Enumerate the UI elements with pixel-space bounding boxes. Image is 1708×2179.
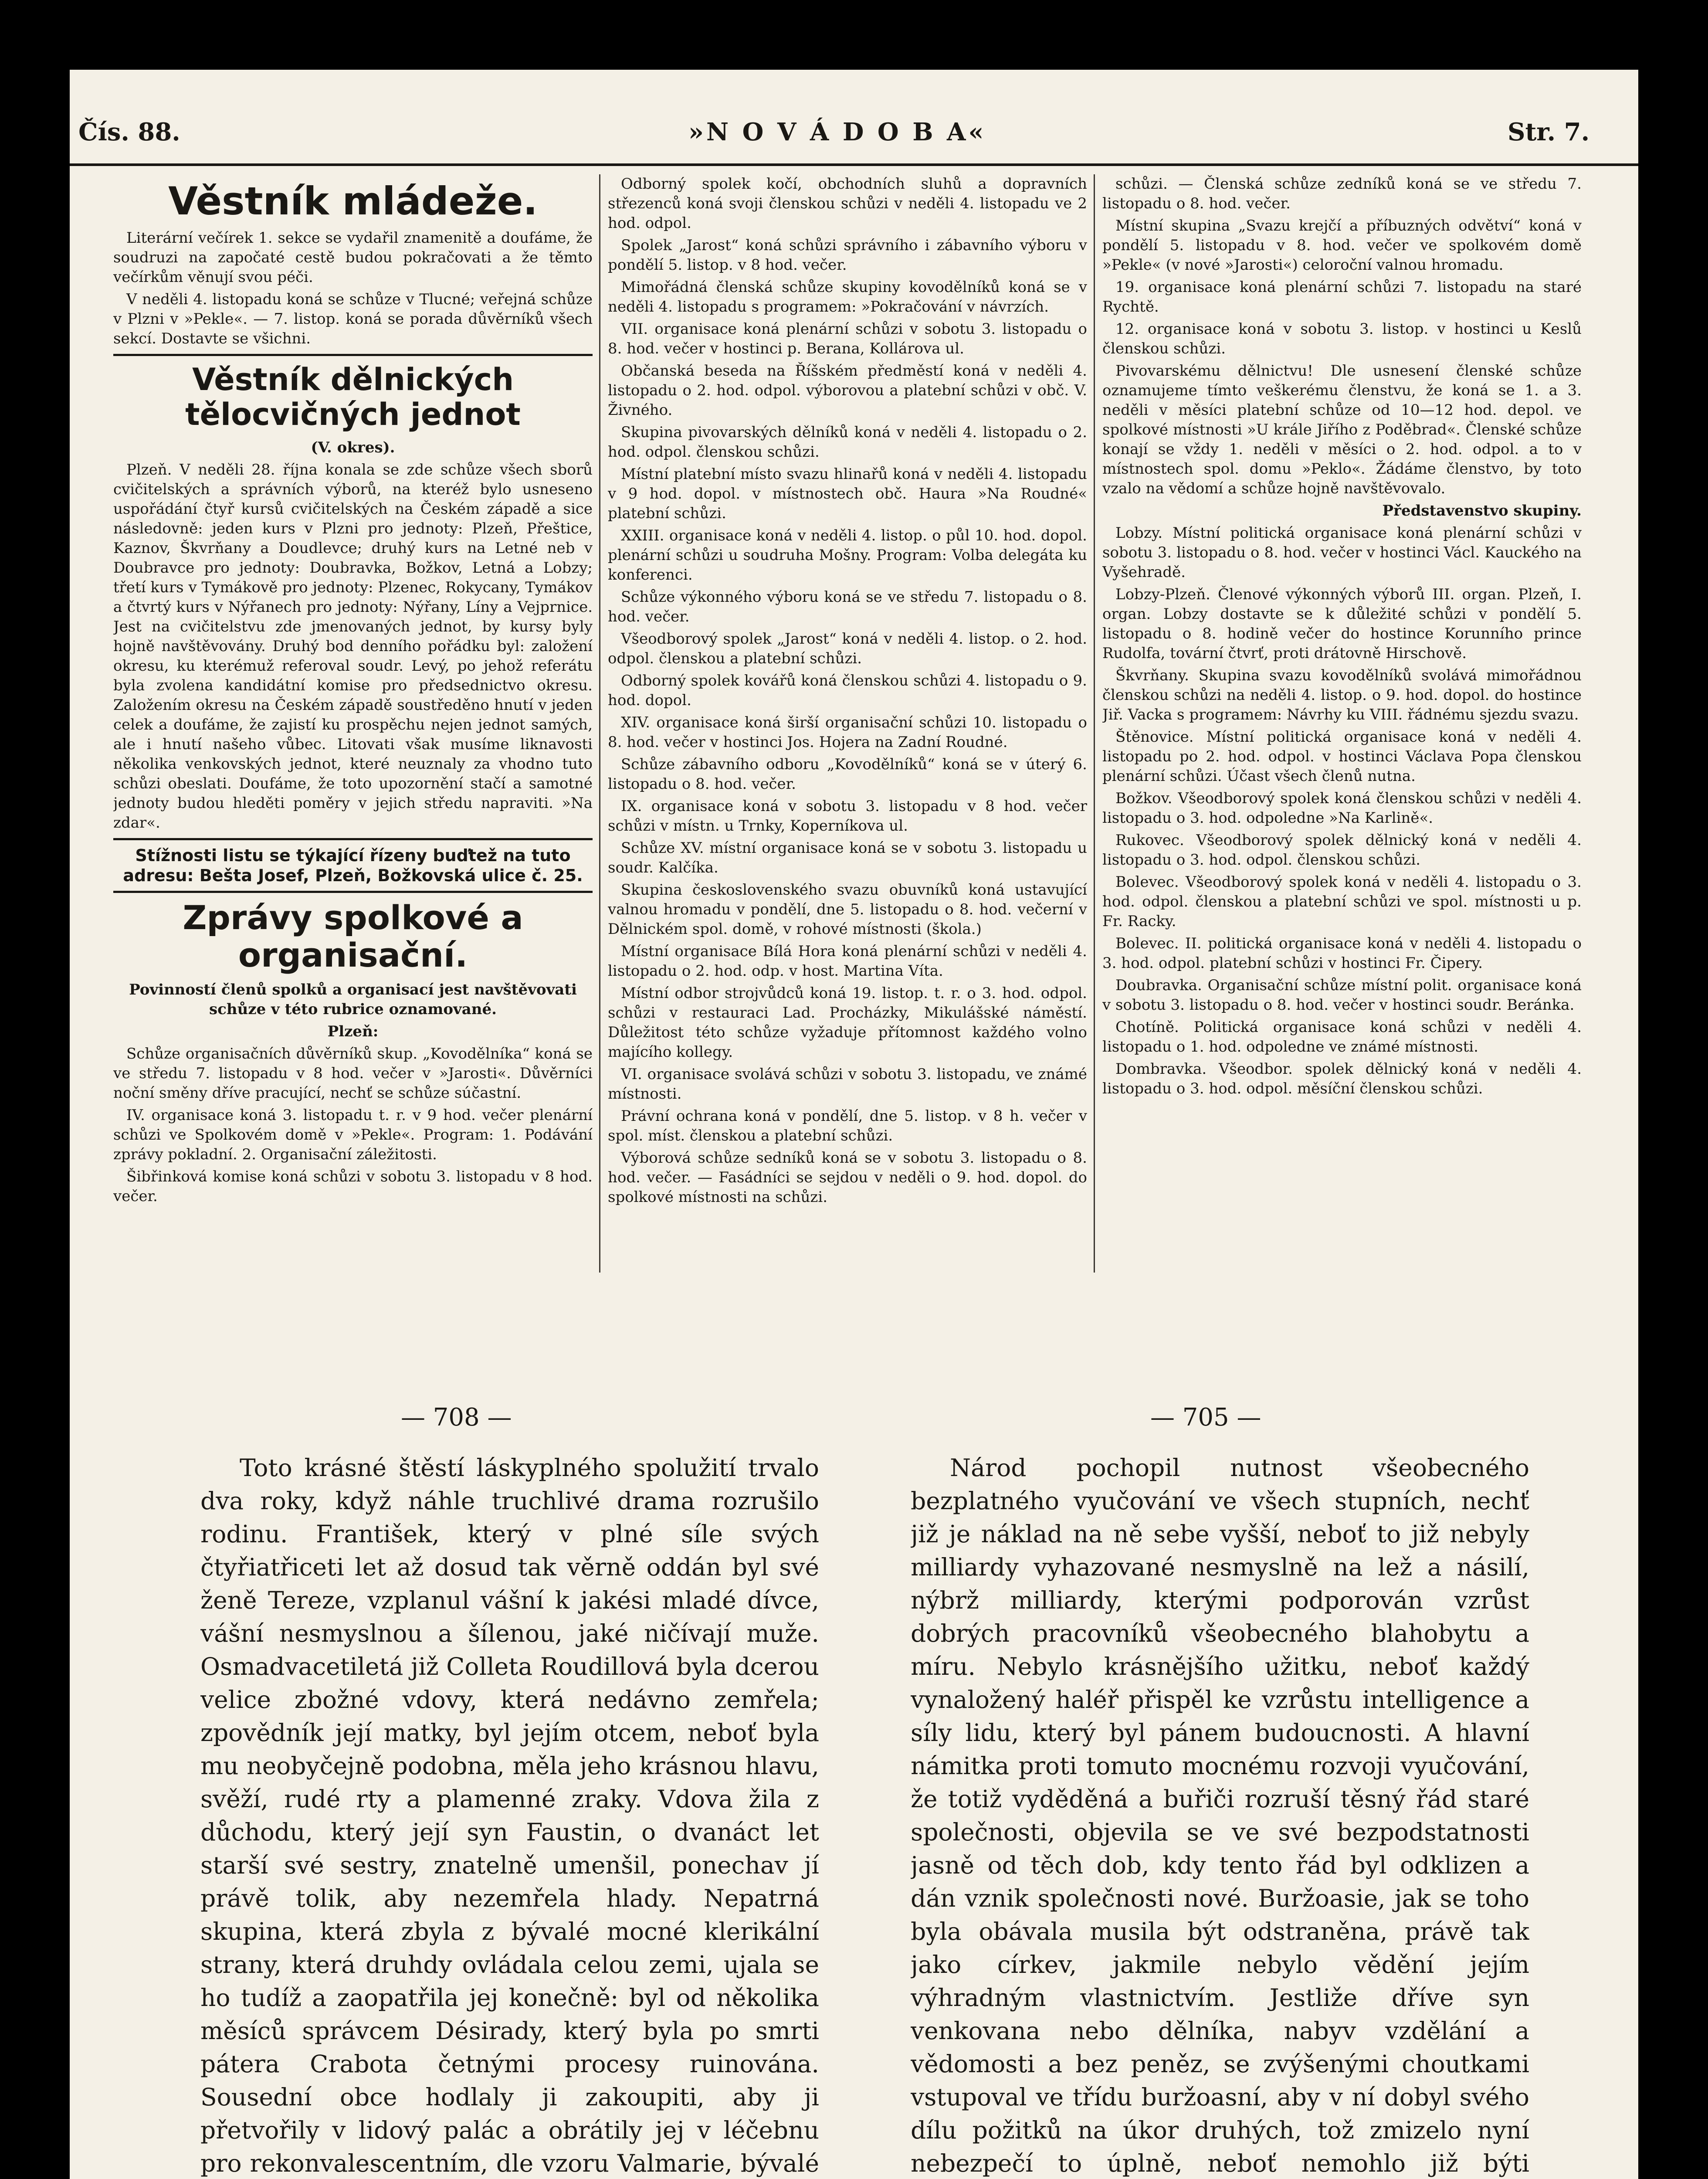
paragraph: XXIII. organisace koná v neděli 4. listop. o půl 10. hod. dopol. plenární schůzi u soudruha Mošny. Program: Volba delegáta ku konferenci. bbox=[608, 527, 1087, 584]
novel-left bbox=[200, 1451, 819, 2179]
column-divider bbox=[599, 174, 600, 1273]
paragraph: Schůze organisačních důvěrníků skup. „Kovodělníka“ koná se ve středu 7. listopadu v 8 hod. večer v »Jarosti«. Důvěrníci noční směny dříve pracující, nechť se schůze súčastní. bbox=[113, 1045, 593, 1102]
paragraph: Právní ochrana koná v pondělí, dne 5. listop. v 8 h. večer v spol. míst. členskou a platební schůzi. bbox=[608, 1107, 1087, 1144]
paragraph: Místní organisace Bílá Hora koná plenární schůzi v neděli 4. listopadu o 2. hod. odp. v host. Martina Víta. bbox=[608, 943, 1087, 980]
paragraph: Pivovarskému dělnictvu! Dle usnesení členské schůze oznamujeme tímto veškerému členstvu, že koná se 1. a 3. neděli v měsíci platební schůze od 10—12 hod. depol. ve spolkové místnosti »U krále Jiřího z Poděbrad«. Členské schůze konají se vždy 1. neděli v měsíci o 2. hod. odpol. a to v místnostech spol. domu »Peklo«. Žádáme členstvo, by toto vzalo na vědomí a schůze hojně navštěvovalo. bbox=[1102, 362, 1582, 497]
issue-number: Čís. 88. bbox=[78, 118, 180, 146]
paragraph: IV. organisace koná 3. listopadu t. r. v 9 hod. večer plenární schůzi ve Spolkovém domě v »Pekle«. Program: 1. Podávání zprávy pokladní. 2. Organisační záležitosti. bbox=[113, 1106, 593, 1163]
page-number-top: Str. 7. bbox=[1508, 118, 1590, 146]
column-3 bbox=[1102, 174, 1582, 1325]
page-header bbox=[70, 70, 1638, 166]
notice-box: Stížnosti listu se týkající řízeny buďtež na tuto adresu: Bešta Josef, Plzeň, Božkovská ulice č. 25. bbox=[123, 846, 583, 885]
paragraph: Lobzy-Plzeň. Členové výkonných výborů III. organ. Plzeň, I. organ. Lobzy dostavte se k důležité schůzi v pondělí 5. listopadu o 8. hodině večer do hostince Korunního prince Rudolfa, tovární čtvrť, proti drátovně Hirschově. bbox=[1102, 586, 1582, 662]
paragraph: Povinností členů spolků a organisací jest navštěvovati schůze v této rubrice oznamované. bbox=[129, 981, 577, 1018]
divider bbox=[113, 838, 593, 840]
paragraph: Místní odbor strojvůdců koná 19. listop. t. r. o 3. hod. odpol. schůzi v restauraci Lad. Procházky, Mikulášské náměstí. Důležitost této schůze vyžaduje přítomnost každého volno majícího kollegy. bbox=[608, 984, 1087, 1061]
paragraph: schůzi. — Členská schůze zedníků koná se ve středu 7. listopadu o 8. hod. večer. bbox=[1102, 175, 1582, 212]
divider bbox=[113, 891, 593, 893]
paragraph: Doubravka. Organisační schůze místní polit. organisace koná v sobotu 3. listopadu o 8. hod. večer v hostinci soudr. Beránka. bbox=[1102, 977, 1582, 1014]
paragraph: Lobzy. Místní politická organisace koná plenární schůzi v sobotu 3. listopadu o 8. hod. večer v hostinci Václ. Kauckého na Vyšehradě. bbox=[1102, 524, 1582, 581]
paragraph: Všeodborový spolek „Jarost“ koná v neděli 4. listop. o 2. hod. odpol. členskou a platební schůzi. bbox=[608, 630, 1087, 667]
paragraph: Dombravka. Všeodbor. spolek dělnický koná v neděli 4. listopadu o 3. hod. odpol. měsíční členskou schůzi. bbox=[1102, 1060, 1582, 1097]
paragraph: Místní platební místo svazu hlinařů koná v neděli 4. listopadu v 9 hod. dopol. v místnostech obč. Haura »Na Roudné« platební schůzi. bbox=[608, 465, 1087, 522]
paragraph: Skupina pivovarských dělníků koná v neděli 4. listopadu o 2. hod. odpol. členskou schůzi. bbox=[608, 424, 1087, 461]
paragraph: Literární večírek 1. sekce se vydařil znamenitě a doufáme, že soudruzi na započaté cestě budou pokračovati a že těmto večírkům věnují svou péči. bbox=[113, 229, 593, 286]
paragraph: 19. organisace koná plenární schůzi 7. listopadu na staré Rychtě. bbox=[1102, 278, 1582, 316]
divider bbox=[113, 354, 593, 356]
paragraph: Schůze zábavního odboru „Kovodělníků“ koná se v úterý 6. listopadu o 8. hod. večer. bbox=[608, 756, 1087, 793]
paragraph: Odborný spolek kovářů koná členskou schůzi 4. listopadu o 9. hod. dopol. bbox=[608, 672, 1087, 709]
paragraph: Bolevec. Všeodborový spolek koná v neděli 4. listopadu o 3. hod. odpol. členskou a platební schůzi ve spol. místnosti u p. Fr. Racky. bbox=[1102, 873, 1582, 930]
paragraph: Rukovec. Všeodborový spolek dělnický koná v neděli 4. listopadu o 3. hod. odpol. členskou schůzi. bbox=[1102, 832, 1582, 869]
paragraph: XIV. organisace koná širší organisační schůzi 10. listopadu o 8. hod. večer v hostinci Jos. Hojera na Zadní Roudné. bbox=[608, 714, 1087, 751]
subheading: Plzeň: bbox=[327, 1023, 379, 1040]
newspaper-title: »N O V Á D O B A« bbox=[688, 118, 986, 146]
paragraph: Toto krásné štěstí láskyplného spolužití trvalo dva roky, když náhle truchlivé drama rozrušilo rodinu. František, který v plné síle svých čtyřiatřiceti let až dosud tak věrně oddán byl své ženě Tereze, vzplanul vášní k jakési mladé dívce, vášní nesmyslnou a šílenou, jaké ničívají muže. Osmadvacetiletá již Colleta Roudillová byla dcerou velice zbožné vdovy, která nedávno zemřela; zpovědník její matky, byl jejím otcem, neboť byla mu neobyčejně podobna, měla jeho krásnou hlavu, svěží, rudé rty a plamenné zraky. Vdova žila z důchodu, který její syn Faustin, o dvanáct let starší své sestry, znatelně umenšil, ponechav jí právě tolik, aby nezemřela hlady. Nepatrná skupina, která zbyla z bývalé mocné klerikální strany, která druhdy ovládala celou zemi, ujala se ho tudíž a zaopatřila jej konečně: byl od několika měsíců správcem Désirady, který byla po smrti pátera Crabota četnými procesy ruinována. Sousední obce hodlaly ji zakoupiti, aby ji přetvořily v lidový palác a obrátily jej v léčebnu pro rekonvalescentním, dle vzoru Valmarie, bývalé bbox=[200, 1454, 819, 2177]
column-1 bbox=[113, 174, 593, 1325]
section-title-youth: Věstník mládeže. bbox=[168, 179, 538, 224]
paragraph: VII. organisace koná plenární schůzi v sobotu 3. listopadu o 8. hod. večer v hostinci p. Berana, Kollárova ul. bbox=[608, 320, 1087, 357]
folio-left: — 708 — bbox=[401, 1403, 512, 1432]
paragraph: Škvrňany. Skupina svazu kovodělníků svolává mimořádnou členskou schůzi na neděli 4. listop. o 9. hod. dopol. do hostince Jiř. Vacka s programem: Návrhy ku VIII. řádnému sjezdu svazu. bbox=[1102, 667, 1582, 723]
paragraph: 12. organisace koná v sobotu 3. listop. v hostinci u Keslů členskou schůzi. bbox=[1102, 320, 1582, 357]
paragraph: Místní skupina „Svazu krejčí a příbuzných odvětví“ koná v pondělí 5. listopadu v 8. hod. večer ve spolkovém domě »Pekle« (v nové »Jarosti«) celoroční valnou hromadu. bbox=[1102, 217, 1582, 274]
column-2 bbox=[608, 174, 1087, 1325]
paragraph: Štěnovice. Místní politická organisace koná v neděli 4. listopadu po 2. hod. odpol. v hostinci Václava Popa členskou plenární schůzi. Účast všech členů nutna. bbox=[1102, 728, 1582, 785]
paragraph: Národ pochopil nutnost všeobecného bezplatného vyučování ve všech stupních, nechť již je náklad na ně sebe vyšší, neboť to již nebyly milliardy vyhazované nesmyslně na lež a násilí, nýbrž milliardy, kterými podporován vzrůst dobrých pracovníků všeobecného blahobytu a míru. Nebylo krásnějšího užitku, neboť každý vynaložený haléř přispěl ke vzrůstu intelligence a síly lidu, který byl pánem budoucnosti. A hlavní námitka proti tomuto mocnému rozvoji vyučování, že totiž vyděděná a buřiči rozruší těsný řád staré společnosti, objevila se ve své bezpodstatnosti jasně od těch dob, kdy tento řád byl odklizen a dán vznik společnosti nové. Buržoasie, jak se toho byla obávala musila být odstraněna, právě tak jako církev, jakmile nebylo vědění jejím výhradným vlastnictvím. Jestliže dříve syn venkovana nebo dělníka, nabyv vzdělání a vědomosti a bez peněz, se zvýšenými choutkami vstupoval ve třídu buržoasní, aby v ní dobyl svého dílu požitků na úkor druhých, tož zmizelo nyní nebezpečí to úplně, neboť nemohlo již býti bbox=[911, 1454, 1529, 2177]
paragraph: Schůze výkonného výboru koná se ve středu 7. listopadu o 8. hod. večer. bbox=[608, 588, 1087, 625]
paragraph: Šibřinková komise koná schůzi v sobotu 3. listopadu v 8 hod. večer. bbox=[113, 1168, 593, 1205]
section-title-associations: Zprávy spolkové a organisační. bbox=[183, 898, 523, 974]
paragraph: Plzeň. V neděli 28. října konala se zde schůze všech sborů cvičitelských a správních výborů, na kteréž bylo usneseno uspořádání čtyř kursů cvičitelských na Českém západě a sice následovně: jeden kurs v Plzni pro jednoty: Plzeň, Přeštice, Kaznov, Škvrňany a Doudlevce; druhý kurs na Letné neb v Doubravce pro jednoty: Doubravka, Božkov, Letná a Lobzy; třetí kurs v Tymákově pro jednoty: Plzenec, Rokycany, Tymákov a čtvrtý kurs v Nýřanech pro jednoty: Nýřany, Líny a Vejprnice. Jest na cvičitelstvu zde jmenovaných jednot, by kursy byly hojně navštěvovány. Druhý bod denního pořádku byl: založení okresu, ku kterémuž referoval soudr. Levý, po jehož referátu byla zvolena kandidátní komise pro předsednictvo okresu. Založením okresu na Českém západě soustředěno hnutí v jeden celek a doufáme, že zajistí ku prospěchu nejen jednot samých, ale i hnutí našeho vůbec. Litovati však musíme liknavosti několika venkovských jednot, které neuznaly za vhodno tuto schůzi obeslati. Doufáme, že toto upozornění stačí a samotné jednoty budou hleděti poměry v jejich středu napraviti. »Na zdar«. bbox=[113, 461, 593, 832]
section-title-gymnastics: Věstník dělnických tělocvičných jednot bbox=[185, 362, 521, 432]
paragraph: Chotíně. Politická organisace koná schůzi v neděli 4. listopadu o 1. hod. odpoledne ve známé místnosti. bbox=[1102, 1018, 1582, 1056]
folio-right: — 705 — bbox=[1150, 1403, 1261, 1432]
paragraph: Skupina československého svazu obuvníků koná ustavující valnou hromadu v pondělí, dne 5. listopadu o 8. hod. večerní v Dělnickém spol. domě, v rohové místnosti (škola.) bbox=[608, 881, 1087, 938]
column-divider bbox=[1094, 174, 1095, 1273]
paragraph: Bolevec. II. politická organisace koná v neděli 4. listopadu o 3. hod. odpol. platební schůzi v hostinci Fr. Čipery. bbox=[1102, 935, 1582, 972]
paragraph: Odborný spolek kočí, obchodních sluhů a dopravních střezenců koná svoji členskou schůzi v neděli 4. listopadu ve 2 hod. odpol. bbox=[608, 175, 1087, 232]
newspaper-page bbox=[70, 70, 1638, 2179]
paragraph: IX. organisace koná v sobotu 3. listopadu v 8 hod. večer schůzi v místn. u Trnky, Koperníkova ul. bbox=[608, 798, 1087, 835]
paragraph: Schůze XV. místní organisace koná se v sobotu 3. listopadu u soudr. Kalčíka. bbox=[608, 839, 1087, 876]
paragraph: V neděli 4. listopadu koná se schůze v Tlucné; veřejná schůze v Plzni v »Pekle«. — 7. listop. koná se porada důvěrníků všech sekcí. Dostavte se všichni. bbox=[113, 291, 593, 347]
paragraph: Božkov. Všeodborový spolek koná členskou schůzi v neděli 4. listopadu o 3. hod. odpoledne »Na Karlině«. bbox=[1102, 790, 1582, 827]
paragraph: Mimořádná členská schůze skupiny kovodělníků koná se v neděli 4. listopadu s programem: »Pokračování v návrzích. bbox=[608, 278, 1087, 316]
novel-right bbox=[911, 1451, 1529, 2179]
paragraph: Spolek „Jarost“ koná schůzi správního i zábavního výboru v pondělí 5. listop. v 8 hod. večer. bbox=[608, 237, 1087, 274]
paragraph: VI. organisace svolává schůzi v sobotu 3. listopadu, ve známé místnosti. bbox=[608, 1066, 1087, 1103]
subheading: (V. okres). bbox=[311, 439, 395, 456]
signature: Představenstvo skupiny. bbox=[1382, 502, 1582, 519]
paragraph: Občanská beseda na Říšském předměstí koná v neděli 4. listopadu o 2. hod. odpol. výborovou a platební schůzi v obč. V. Živného. bbox=[608, 362, 1087, 419]
paragraph: Výborová schůze sedníků koná se v sobotu 3. listopadu o 8. hod. večer. — Fasádníci se sejdou v neděli o 9. hod. dopol. do spolkové místnosti na schůzi. bbox=[608, 1149, 1087, 1206]
